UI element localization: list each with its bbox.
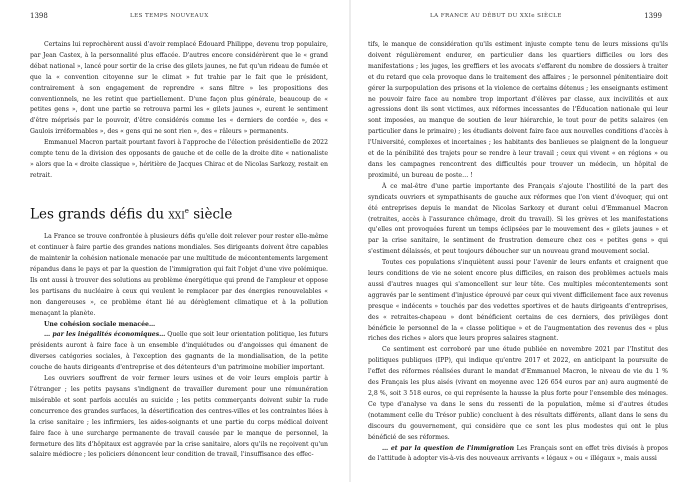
left-text-column	[30, 40, 328, 478]
paragraph-lead: par les inégalités économiques…	[52, 331, 166, 339]
paragraph	[368, 444, 668, 466]
section-title-century: xxi	[168, 206, 185, 223]
right-running-head	[368, 13, 662, 23]
lead-ellipsis: …	[382, 444, 391, 452]
paragraph: Certains lui reprochèrent aussi d'avoir remplacé Édouard Philippe, devenu trop populaire, par Jean Castex, à la personnalité plus effacée. D'autres encore considérèrent que le « grand débat national », lancé pour sortir de la crise des gilets jaunes, ne fut qu'un rideau de fumée et que la « convention citoyenne sur le climat » fut trahie par le fait que le président, contrairement à son engagement de reprendre « sans filtre » les propositions des conventionnels, ne les retint que partiellement. D'une façon plus générale, beaucoup de « petites gens », dont une partie se retrouva parmi les « gilets jaunes », eurent le sentiment d'être méprisés par le pouvoir, d'être considérés comme les « derniers de cordée », des « Gaulois irréformables », des « gens qui ne sont rien », des « râleurs » permanents.	[30, 41, 328, 136]
paragraph: Emmanuel Macron partait pourtant favori à l'approche de l'élection présidentielle de 2022 compte tenu de la division des opposants de gauche et de celle de la droite dite « nationaliste » alors que la « droite classique », héritière de Jacques Chirac et de Nicolas Sarkozy, restait en retrait.	[30, 139, 328, 179]
paragraph: À ce mal-être d'une partie importante des Français s'ajoute l'hostilité de la part des syndicats ouvriers et sympathisants de gauche aux réformes que l'on vient d'évoquer, qui ont été entreprises depuis le mandat de Nicolas Sarkozy et durant celui d'Emmanuel Macron (retraites, accès à l'assurance chômage, droit du travail). Si les grèves et les manifestations qu'elles ont provoquées furent un temps éclipsées par le mouvement des « gilets jaunes » et par la crise sanitaire, le sentiment de frustration demeure chez ces « petites gens » qui s'estiment délaissés, et peut toujours déboucher sur un nouveau grand mouvement social.	[368, 182, 668, 256]
left-running-title: LES TEMPS NOUVEAUX	[130, 13, 209, 19]
paragraph-body: Quelle que soit leur orientation politique, les futurs présidents auront à faire face à un ensemble d'inquiétudes ou d'angoisses qui émanent de diverses catégories sociales, à l'exception des gagnants de la mondialisation, de la petite couche de hauts dirigeants d'entreprise et des détenteurs d'un patrimoine mobilier important.	[30, 331, 328, 372]
lead-ellipsis: …	[44, 331, 53, 339]
paragraph	[30, 330, 328, 374]
section-title-suffix: siècle	[193, 206, 233, 223]
section-title-prefix: Les grands défis du	[30, 206, 165, 223]
paragraph: Ce sentiment est corroboré par une étude publiée en novembre 2021 par l'Institut des politiques publiques (IPP), qui indique qu'entre 2017 et 2022, en anticipant la poursuite de l'effet des réformes réalisées durant le mandat d'Emmanuel Macron, le niveau de vie du 1 % des Français les plus aisés (vivant en moyenne avec 126 654 euros par an) aura augmenté de 2,8 %, soit 3 518 euros, ce qui représente la hausse la plus forte pour l'ensemble des ménages. Ce type d'analyse va dans le sens du ressenti de la population, même si d'autres études (notamment celle du Trésor public) concluent à des résultats différents, allant dans le sens du discours du gouvernement, qui considère que ce sont les plus modestes qui ont le plus bénéficié de ses réformes.	[368, 346, 668, 441]
paragraph-body: Les Français sont en effet très divisés à propos de l'attitude à adopter vis-à-vis des nouveaux arrivants « légaux » ou « illégaux », mais aussi	[368, 444, 668, 463]
subheading: Une cohésion sociale menacée…	[44, 320, 156, 328]
right-page-number: 1399	[644, 12, 662, 20]
paragraph-lead: et par la question de l'immigration	[390, 444, 515, 452]
section-title	[30, 203, 328, 223]
left-page-number: 1398	[30, 12, 48, 20]
section-title-sup: e	[184, 206, 189, 215]
right-page	[350, 0, 700, 482]
paragraph: Les ouvriers souffrent de voir fermer leurs usines et de voir leurs emplois partir à l'étranger ; les petits paysans s'indignent de travailler durement pour une rémunération misérable et sont parfois acculés au suicide ; les petits commerçants doivent subir la rude concurrence des grandes surfaces, la désertification des centres-villes et les contraintes liées à la crise sanitaire ; les infirmiers, les aides-soignants et une partie du corps médical doivent faire face à une surcharge permanente de travail causée par le manque de personnel, la fermeture des lits d'hôpitaux est aggravée par la crise sanitaire, alors qu'ils ne reçoivent qu'un salaire médiocre ; les policiers dénoncent leur condition de travail, l'insuffisance des effec-	[30, 375, 328, 459]
paragraph: tifs, le manque de considération qu'ils estiment injuste compte tenu de leurs missions qu'ils doivent régulièrement endurer, en particulier dans les quartiers difficiles ou lors des manifestations ; les juges, les greffiers et les avocats s'effarent du nombre de dossiers à traiter et du retard que cela provoque dans le traitement des affaires ; le personnel pénitentiaire doit gérer la surpopulation des prisons et la violence de certains détenus ; les enseignants estiment ne pouvoir faire face au nombre trop important d'élèves par classe, aux incivilités et aux agressions dont ils sont victimes, aux réformes incessantes de l'Éducation nationale qui leur sont imposées, au manque de soutien de leur hiérarchie, le tout pour de petits salaires (en particulier dans le primaire) ; les étudiants doivent faire face aux nouvelles conditions d'accès à l'Université, complexes et incertaines ; les habitants des banlieues se plaignent de la longueur et de la pénibilité des trajets pour se rendre à leur travail ; ceux qui vivent « en régions » ou dans les campagnes rencontrent des difficultés pour trouver un médecin, un hôpital de proximité, un bureau de poste… !	[368, 41, 668, 179]
right-running-title: LA FRANCE AU DÉBUT DU XXIe SIÈCLE	[430, 13, 562, 19]
paragraph: Toutes ces populations s'inquiètent aussi pour l'avenir de leurs enfants et craignent que leurs conditions de vie ne soient encore plus difficiles, en raison des problèmes actuels mais aussi d'autres nuages qui s'amoncellent sur leur tête. Ces multiples mécontentements sont aggravés par le sentiment d'injustice éprouvé par ceux qui vivent difficilement face aux revenus presque « indécents » touchés par des vedettes sportives et de hauts dirigeants d'entreprises, des « retraites-chapeau » dont bénéficient certains de ces derniers, des privilèges dont bénéficie le personnel de la « classe politique » et de l'augmentation des revenus des « plus riches des riches » alors que leurs propres salaires stagnent.	[368, 259, 668, 343]
right-text-column	[368, 40, 668, 478]
left-running-head	[30, 13, 330, 23]
paragraph: La France se trouve confrontée à plusieurs défis qu'elle doit relever pour rester elle-même et continuer à faire partie des grandes nations mondiales. Ses dirigeants doivent être capables de maintenir la cohésion nationale menacée par une multitude de mécontentements largement répandus dans le pays et par la question de l'immigration qui fait l'objet d'une vive polémique. Ils ont aussi à trouver des solutions au problème énergétique qui prend de l'ampleur et oppose les partisans du nucléaire à ceux qui veulent le remplacer par des énergies renouvelables « non dangereuses », ce problème étant lié au dérèglement climatique et à la pollution menaçant la planète.	[30, 233, 328, 317]
